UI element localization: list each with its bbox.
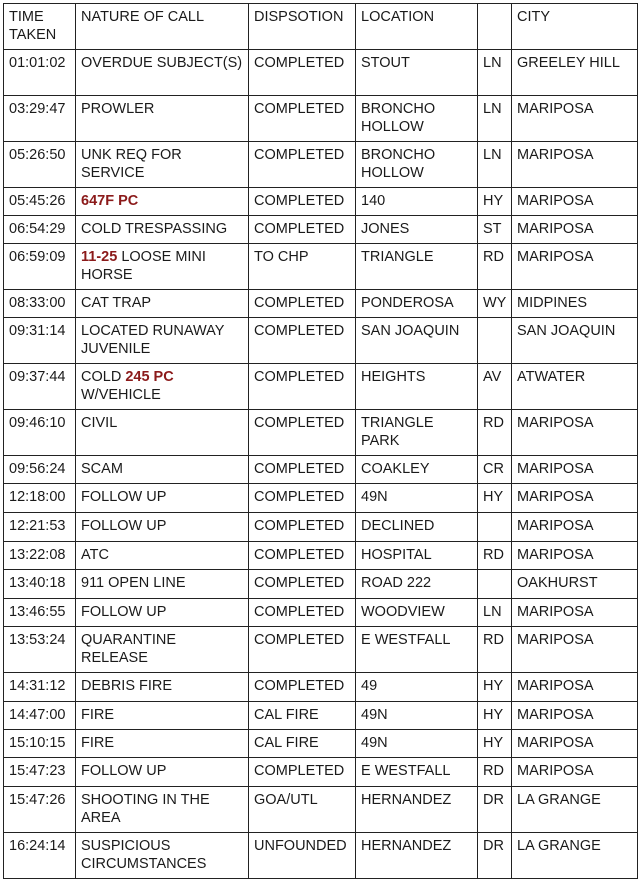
nature-text: SHOOTING IN THE AREA [81, 792, 210, 826]
city-cell: MARIPOSA [512, 702, 638, 730]
nature-cell [76, 50, 249, 96]
nature-text: FIRE [81, 735, 115, 751]
call-log-table [3, 3, 638, 879]
nature-prefix: COLD [81, 369, 126, 385]
nature-cell [76, 627, 249, 673]
location-cell: WOODVIEW [356, 599, 478, 627]
nature-cell [76, 290, 249, 318]
table-row [4, 142, 638, 188]
nature-cell [76, 730, 249, 758]
suffix-cell: HY [478, 188, 512, 216]
nature-cell [76, 364, 249, 410]
header-time-taken: TIME TAKEN [4, 4, 76, 50]
nature-text: LOOSE MINI HORSE [81, 249, 206, 283]
table-row [4, 244, 638, 290]
location-cell: ROAD 222 [356, 570, 478, 599]
suffix-cell: HY [478, 673, 512, 702]
time-cell: 14:47:00 [4, 702, 76, 730]
location-cell: PONDEROSA [356, 290, 478, 318]
time-cell: 15:47:26 [4, 787, 76, 833]
disposition-cell: COMPLETED [249, 542, 356, 570]
table-row [4, 758, 638, 787]
table-row [4, 410, 638, 456]
disposition-cell: COMPLETED [249, 513, 356, 542]
disposition-cell: COMPLETED [249, 142, 356, 188]
disposition-cell: COMPLETED [249, 456, 356, 484]
time-cell: 13:53:24 [4, 627, 76, 673]
disposition-cell: COMPLETED [249, 188, 356, 216]
table-row [4, 673, 638, 702]
nature-cell [76, 188, 249, 216]
table-row [4, 599, 638, 627]
nature-cell [76, 673, 249, 702]
time-cell: 15:10:15 [4, 730, 76, 758]
nature-text: FOLLOW UP [81, 518, 167, 534]
nature-cell [76, 513, 249, 542]
table-row [4, 787, 638, 833]
disposition-cell: CAL FIRE [249, 702, 356, 730]
suffix-cell: LN [478, 142, 512, 188]
suffix-cell: RD [478, 244, 512, 290]
time-cell: 16:24:14 [4, 833, 76, 879]
city-cell: MARIPOSA [512, 673, 638, 702]
nature-cell [76, 142, 249, 188]
time-cell: 06:54:29 [4, 216, 76, 244]
suffix-cell: AV [478, 364, 512, 410]
header-disposition: DISPSOTION [249, 4, 356, 50]
nature-text: FOLLOW UP [81, 604, 167, 620]
nature-cell [76, 244, 249, 290]
nature-cell [76, 833, 249, 879]
suffix-cell [478, 570, 512, 599]
city-cell: MARIPOSA [512, 513, 638, 542]
table-row [4, 730, 638, 758]
nature-text: W/VEHICLE [81, 387, 161, 403]
nature-cell [76, 484, 249, 513]
nature-cell [76, 599, 249, 627]
nature-cell [76, 216, 249, 244]
location-cell: DECLINED [356, 513, 478, 542]
table-row [4, 570, 638, 599]
nature-cell [76, 456, 249, 484]
location-cell: 49N [356, 702, 478, 730]
time-cell: 03:29:47 [4, 96, 76, 142]
city-cell: MIDPINES [512, 290, 638, 318]
location-cell: E WESTFALL [356, 627, 478, 673]
suffix-cell: RD [478, 758, 512, 787]
time-cell: 06:59:09 [4, 244, 76, 290]
city-cell: MARIPOSA [512, 542, 638, 570]
location-cell: 49 [356, 673, 478, 702]
nature-text: CAT TRAP [81, 295, 152, 311]
suffix-cell: HY [478, 702, 512, 730]
city-cell: MARIPOSA [512, 599, 638, 627]
nature-text: OVERDUE SUBJECT(S) [81, 55, 243, 71]
table-row [4, 484, 638, 513]
city-cell: LA GRANGE [512, 833, 638, 879]
nature-cell [76, 96, 249, 142]
nature-text: FOLLOW UP [81, 763, 167, 779]
disposition-cell: COMPLETED [249, 673, 356, 702]
table-row [4, 50, 638, 96]
disposition-cell: COMPLETED [249, 570, 356, 599]
table-row [4, 216, 638, 244]
nature-cell [76, 570, 249, 599]
time-cell: 12:18:00 [4, 484, 76, 513]
header-nature-of-call: NATURE OF CALL [76, 4, 249, 50]
time-cell: 08:33:00 [4, 290, 76, 318]
nature-text: COLD TRESPASSING [81, 221, 228, 237]
time-cell: 13:46:55 [4, 599, 76, 627]
header-location: LOCATION [356, 4, 478, 50]
location-cell: JONES [356, 216, 478, 244]
city-cell: MARIPOSA [512, 456, 638, 484]
nature-cell [76, 542, 249, 570]
nature-text: LOCATED RUNAWAY JUVENILE [81, 323, 225, 357]
nature-text: ATC [81, 547, 109, 563]
location-cell: HOSPITAL [356, 542, 478, 570]
suffix-cell: LN [478, 50, 512, 96]
time-cell: 09:37:44 [4, 364, 76, 410]
city-cell: MARIPOSA [512, 96, 638, 142]
disposition-cell: COMPLETED [249, 290, 356, 318]
location-cell: HERNANDEZ [356, 833, 478, 879]
city-cell: LA GRANGE [512, 787, 638, 833]
suffix-cell: RD [478, 542, 512, 570]
nature-cell [76, 787, 249, 833]
city-cell: MARIPOSA [512, 410, 638, 456]
city-cell: OAKHURST [512, 570, 638, 599]
suffix-cell: WY [478, 290, 512, 318]
location-cell: 49N [356, 484, 478, 513]
disposition-cell: COMPLETED [249, 599, 356, 627]
suffix-cell [478, 318, 512, 364]
suffix-cell: HY [478, 484, 512, 513]
location-cell: SAN JOAQUIN [356, 318, 478, 364]
header-suffix [478, 4, 512, 50]
time-cell: 14:31:12 [4, 673, 76, 702]
city-cell: MARIPOSA [512, 627, 638, 673]
city-cell: MARIPOSA [512, 758, 638, 787]
time-cell: 05:45:26 [4, 188, 76, 216]
penal-code: 11-25 [81, 249, 118, 265]
table-row [4, 833, 638, 879]
location-cell: 140 [356, 188, 478, 216]
location-cell: E WESTFALL [356, 758, 478, 787]
time-cell: 12:21:53 [4, 513, 76, 542]
location-cell: COAKLEY [356, 456, 478, 484]
time-cell: 15:47:23 [4, 758, 76, 787]
table-row [4, 702, 638, 730]
suffix-cell: CR [478, 456, 512, 484]
city-cell: MARIPOSA [512, 188, 638, 216]
disposition-cell: COMPLETED [249, 50, 356, 96]
table-row [4, 513, 638, 542]
suffix-cell: RD [478, 410, 512, 456]
suffix-cell: ST [478, 216, 512, 244]
table-row [4, 290, 638, 318]
penal-code: 647F PC [81, 193, 139, 209]
disposition-cell: GOA/UTL [249, 787, 356, 833]
table-row [4, 542, 638, 570]
location-cell: TRIANGLE [356, 244, 478, 290]
suffix-cell: RD [478, 627, 512, 673]
disposition-cell: UNFOUNDED [249, 833, 356, 879]
city-cell: ATWATER [512, 364, 638, 410]
suffix-cell: LN [478, 599, 512, 627]
disposition-cell: COMPLETED [249, 364, 356, 410]
table-row [4, 456, 638, 484]
nature-cell [76, 758, 249, 787]
disposition-cell: COMPLETED [249, 627, 356, 673]
suffix-cell [478, 513, 512, 542]
location-cell: TRIANGLE PARK [356, 410, 478, 456]
nature-text: PROWLER [81, 101, 155, 117]
nature-cell [76, 318, 249, 364]
city-cell: GREELEY HILL [512, 50, 638, 96]
nature-text: FIRE [81, 707, 115, 723]
disposition-cell: COMPLETED [249, 758, 356, 787]
location-cell: HEIGHTS [356, 364, 478, 410]
city-cell: MARIPOSA [512, 484, 638, 513]
table-row [4, 364, 638, 410]
table-row [4, 627, 638, 673]
disposition-cell: COMPLETED [249, 216, 356, 244]
suffix-cell: LN [478, 96, 512, 142]
disposition-cell: TO CHP [249, 244, 356, 290]
nature-text: SCAM [81, 461, 123, 477]
city-cell: MARIPOSA [512, 730, 638, 758]
disposition-cell: CAL FIRE [249, 730, 356, 758]
location-cell: HERNANDEZ [356, 787, 478, 833]
penal-code: 245 PC [125, 369, 174, 385]
nature-text: UNK REQ FOR SERVICE [81, 147, 182, 181]
time-cell: 09:56:24 [4, 456, 76, 484]
disposition-cell: COMPLETED [249, 96, 356, 142]
suffix-cell: DR [478, 833, 512, 879]
city-cell: MARIPOSA [512, 216, 638, 244]
nature-text: SUSPICIOUS CIRCUMSTANCES [81, 838, 207, 872]
table-row [4, 188, 638, 216]
location-cell: STOUT [356, 50, 478, 96]
header-city: CITY [512, 4, 638, 50]
suffix-cell: HY [478, 730, 512, 758]
nature-cell [76, 702, 249, 730]
time-cell: 05:26:50 [4, 142, 76, 188]
table-row [4, 96, 638, 142]
time-cell: 13:40:18 [4, 570, 76, 599]
nature-text: FOLLOW UP [81, 489, 167, 505]
location-cell: BRONCHO HOLLOW [356, 96, 478, 142]
header-row [4, 4, 638, 50]
nature-text: DEBRIS FIRE [81, 678, 173, 694]
suffix-cell: DR [478, 787, 512, 833]
location-cell: 49N [356, 730, 478, 758]
city-cell: SAN JOAQUIN [512, 318, 638, 364]
disposition-cell: COMPLETED [249, 484, 356, 513]
location-cell: BRONCHO HOLLOW [356, 142, 478, 188]
city-cell: MARIPOSA [512, 142, 638, 188]
time-cell: 09:46:10 [4, 410, 76, 456]
disposition-cell: COMPLETED [249, 410, 356, 456]
nature-text: CIVIL [81, 415, 118, 431]
nature-text: QUARANTINE RELEASE [81, 632, 177, 666]
disposition-cell: COMPLETED [249, 318, 356, 364]
nature-text: 911 OPEN LINE [81, 575, 186, 591]
city-cell: MARIPOSA [512, 244, 638, 290]
time-cell: 01:01:02 [4, 50, 76, 96]
table-row [4, 318, 638, 364]
time-cell: 13:22:08 [4, 542, 76, 570]
nature-cell [76, 410, 249, 456]
time-cell: 09:31:14 [4, 318, 76, 364]
